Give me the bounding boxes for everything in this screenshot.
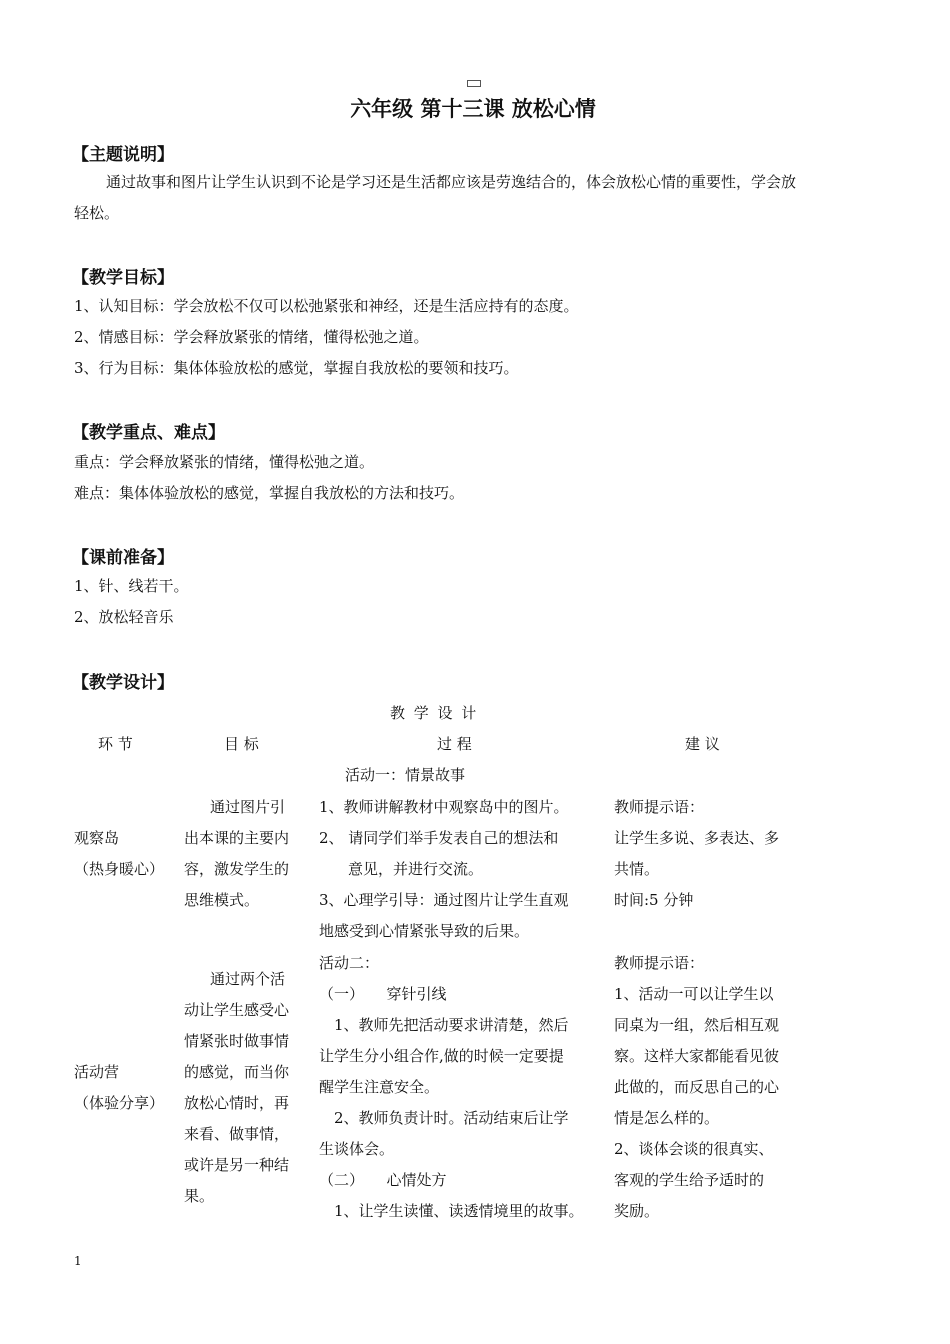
row2-advice-line: 奖励。 bbox=[614, 1202, 660, 1220]
prep-item: 1、针、线若干。 bbox=[74, 577, 189, 595]
row2-process-line: 醒学生注意安全。 bbox=[319, 1078, 440, 1096]
theme-text-line1: 通过故事和图片让学生认识到不论是学习还是生活都应该是劳逸结合的，体会放松心情的重要性，学会放 bbox=[106, 173, 797, 191]
row2-advice-line: 2、谈体会谈的很真实、 bbox=[614, 1140, 774, 1158]
row1-goal-line: 通过图片引 bbox=[210, 798, 286, 816]
goal-item: 1、认知目标：学会放松不仅可以松弛紧张和神经，还是生活应持有的态度。 bbox=[74, 297, 579, 315]
row1-advice-line: 时间:5 分钟 bbox=[614, 891, 694, 909]
row2-goal-line: 或许是另一种结 bbox=[184, 1156, 290, 1174]
row2-process-line: 活动二： bbox=[319, 954, 380, 972]
row2-advice-line: 教师提示语： bbox=[614, 954, 705, 972]
row2-process-line: 1、教师先把活动要求讲清楚，然后 bbox=[319, 1016, 569, 1034]
row2-advice-line: 客观的学生给予适时的 bbox=[614, 1171, 765, 1189]
design-table-caption: 教 学 设 计 bbox=[390, 704, 479, 722]
row2-goal-line: 放松心情时，再 bbox=[184, 1094, 290, 1112]
activity1-title: 活动一：情景故事 bbox=[345, 766, 466, 784]
page-number: 1 bbox=[74, 1254, 82, 1268]
goal-item: 3、行为目标：集体体验放松的感觉，掌握自我放松的要领和技巧。 bbox=[74, 359, 519, 377]
row2-advice-line: 此做的，而反思自己的心 bbox=[614, 1078, 780, 1096]
row1-process-line: 3、心理学引导：通过图片让学生直观 bbox=[319, 891, 569, 909]
theme-heading: 【主题说明】 bbox=[72, 145, 174, 165]
row1-process-line: 2、 请同学们举手发表自己的想法和 bbox=[319, 829, 559, 847]
goals-heading: 【教学目标】 bbox=[72, 268, 174, 288]
goal-item: 2、情感目标：学会释放紧张的情绪，懂得松弛之道。 bbox=[74, 328, 429, 346]
row2-advice-line: 1、活动一可以让学生以 bbox=[614, 985, 774, 1003]
keypoints-heading: 【教学重点、难点】 bbox=[72, 423, 225, 443]
row1-process-line: 地感受到心情紧张导致的后果。 bbox=[319, 922, 530, 940]
row2-goal-line: 的感觉，而当你 bbox=[184, 1063, 290, 1081]
row1-process-line: 1、教师讲解教材中观察岛中的图片。 bbox=[319, 798, 569, 816]
row1-section-name: 观察岛 bbox=[74, 829, 120, 847]
row1-goal-line: 思维模式。 bbox=[184, 891, 260, 909]
prep-item: 2、放松轻音乐 bbox=[74, 608, 174, 626]
row2-advice-line: 同桌为一组，然后相互观 bbox=[614, 1016, 780, 1034]
page-title: 六年级 第十三课 放松心情 bbox=[350, 97, 596, 121]
row2-process-line: 让学生分小组合作,做的时候一定要提 bbox=[319, 1047, 564, 1065]
row2-process-line: 生谈体会。 bbox=[319, 1140, 395, 1158]
row2-goal-line: 动让学生感受心 bbox=[184, 1001, 290, 1019]
col-header-goal: 目 标 bbox=[224, 735, 259, 753]
design-heading: 【教学设计】 bbox=[72, 673, 174, 693]
row1-advice-line: 共情。 bbox=[614, 860, 660, 878]
row2-section-name: 活动营 bbox=[74, 1063, 120, 1081]
row1-section-sub: （热身暖心） bbox=[74, 860, 165, 878]
row2-goal-line: 果。 bbox=[184, 1187, 215, 1205]
row2-goal-line: 通过两个活 bbox=[210, 970, 286, 988]
row2-process-line: 2、教师负责计时。活动结束后让学 bbox=[319, 1109, 569, 1127]
row1-advice-line: 让学生多说、多表达、多 bbox=[614, 829, 780, 847]
row2-goal-line: 情紧张时做事情 bbox=[184, 1032, 290, 1050]
row1-goal-line: 出本课的主要内 bbox=[184, 829, 290, 847]
row2-process-line: （一） 穿针引线 bbox=[319, 985, 447, 1003]
keypoint-item: 难点：集体体验放松的感觉，掌握自我放松的方法和技巧。 bbox=[74, 484, 465, 502]
row2-process-line: 1、让学生读懂、读透情境里的故事。 bbox=[319, 1202, 584, 1220]
row2-section-sub: （体验分享） bbox=[74, 1094, 165, 1112]
header-mark bbox=[467, 80, 481, 87]
keypoint-item: 重点：学会释放紧张的情绪，懂得松弛之道。 bbox=[74, 453, 375, 471]
row1-advice-line: 教师提示语： bbox=[614, 798, 705, 816]
row1-goal-line: 容，激发学生的 bbox=[184, 860, 290, 878]
theme-text-line2: 轻松。 bbox=[74, 204, 120, 222]
row2-advice-line: 情是怎么样的。 bbox=[614, 1109, 720, 1127]
row1-process-line: 意见，并进行交流。 bbox=[348, 860, 484, 878]
prep-heading: 【课前准备】 bbox=[72, 548, 174, 568]
col-header-section: 环 节 bbox=[98, 735, 133, 753]
row2-process-line: （二） 心情处方 bbox=[319, 1171, 447, 1189]
row2-goal-line: 来看、做事情， bbox=[184, 1125, 290, 1143]
col-header-process: 过 程 bbox=[437, 735, 472, 753]
col-header-advice: 建 议 bbox=[685, 735, 720, 753]
row2-advice-line: 察。这样大家都能看见彼 bbox=[614, 1047, 780, 1065]
